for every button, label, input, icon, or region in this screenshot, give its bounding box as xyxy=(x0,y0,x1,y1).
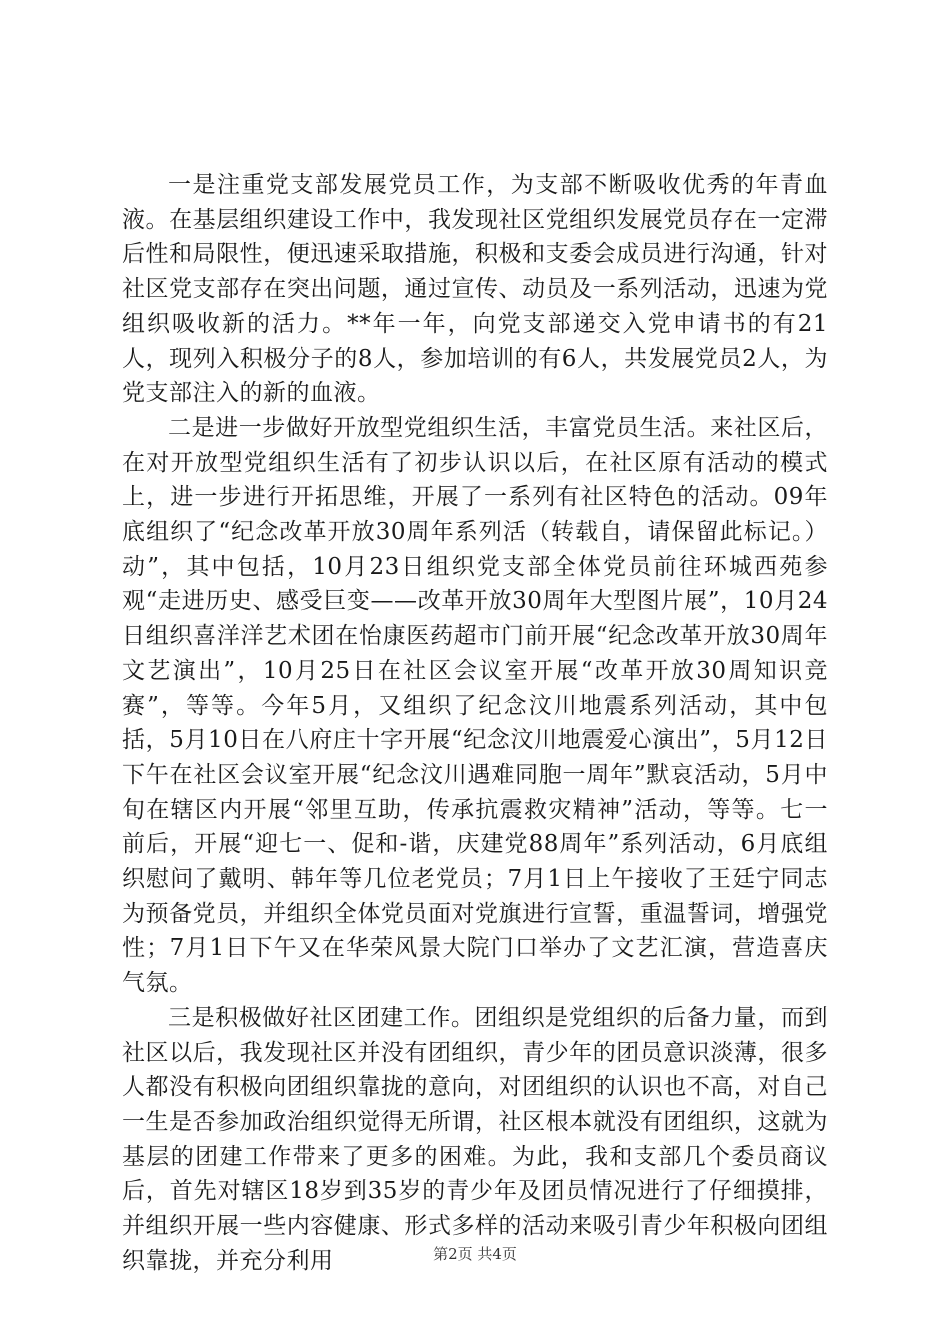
paragraph-party-member-development: 一是注重党支部发展党员工作，为支部不断吸收优秀的年青血液。在基层组织建设工作中，我发现社区党组织发展党员存在一定滞后性和局限性，便迅速采取措施，积极和支委会成员进行沟通，针对社区党支部存在突出问题，通过宣传、动员及一系列活动，迅速为党组织吸收新的活力。**年一年，向党支部递交入党申请书的有21人，现列入积极分子的8人，参加培训的有6人，共发展党员2人，为党支部注入的新的血液。 xyxy=(122,172,828,407)
paragraph-open-party-activities: 二是进一步做好开放型党组织生活，丰富党员生活。来社区后，在对开放型党组织生活有了初步认识以后，在社区原有活动的模式上，进一步进行开拓思维，开展了一系列有社区特色的活动。09年底组织了“纪念改革开放30周年系列活（转载自，请保留此标记。）动”，其中包括，10月23日组织党支部全体党员前往环城西苑参观“走进历史、感受巨变——改革开放30周年大型图片展”，10月24日组织喜洋洋艺术团在怡康医药超市门前开展“纪念改革开放30周年文艺演出”，10月25日在社区会议室开展“改革开放30周知识竞赛”，等等。今年5月，又组织了纪念汶川地震系列活动，其中包括，5月10日在八府庄十字开展“纪念汶川地震爱心演出”，5月12日下午在社区会议室开展“纪念汶川遇难同胞一周年”默哀活动，5月中旬在辖区内开展“邻里互助，传承抗震救灾精神”活动，等等。七一前后，开展“迎七一、促和-谐，庆建党88周年”系列活动，6月底组织慰问了戴明、韩年等几位老党员；7月1日上午接收了王廷宁同志为预备党员，并组织全体党员面对党旗进行宣誓，重温誓词，增强党性；7月1日下午又在华荣风景大院门口举办了文艺汇演，营造喜庆气氛。 xyxy=(122,414,828,997)
document-body xyxy=(122,168,828,1279)
paragraph-youth-league-work: 三是积极做好社区团建工作。团组织是党组织的后备力量，而到社区以后，我发现社区并没有团组织，青少年的团员意识淡薄，很多人都没有积极向团组织靠拢的意向，对团组织的认识也不高，对自己一生是否参加政治组织觉得无所谓，社区根本就没有团组织，这就为基层的团建工作带来了更多的困难。为此，我和支部几个委员商议后，首先对辖区18岁到35岁的青少年及团员情况进行了仔细摸排，并组织开展一些内容健康、形式多样的活动来吸引青少年积极向团组织靠拢，并充分利用 xyxy=(122,1004,828,1274)
page-number-footer: 第2页 共4页 xyxy=(433,1245,517,1263)
